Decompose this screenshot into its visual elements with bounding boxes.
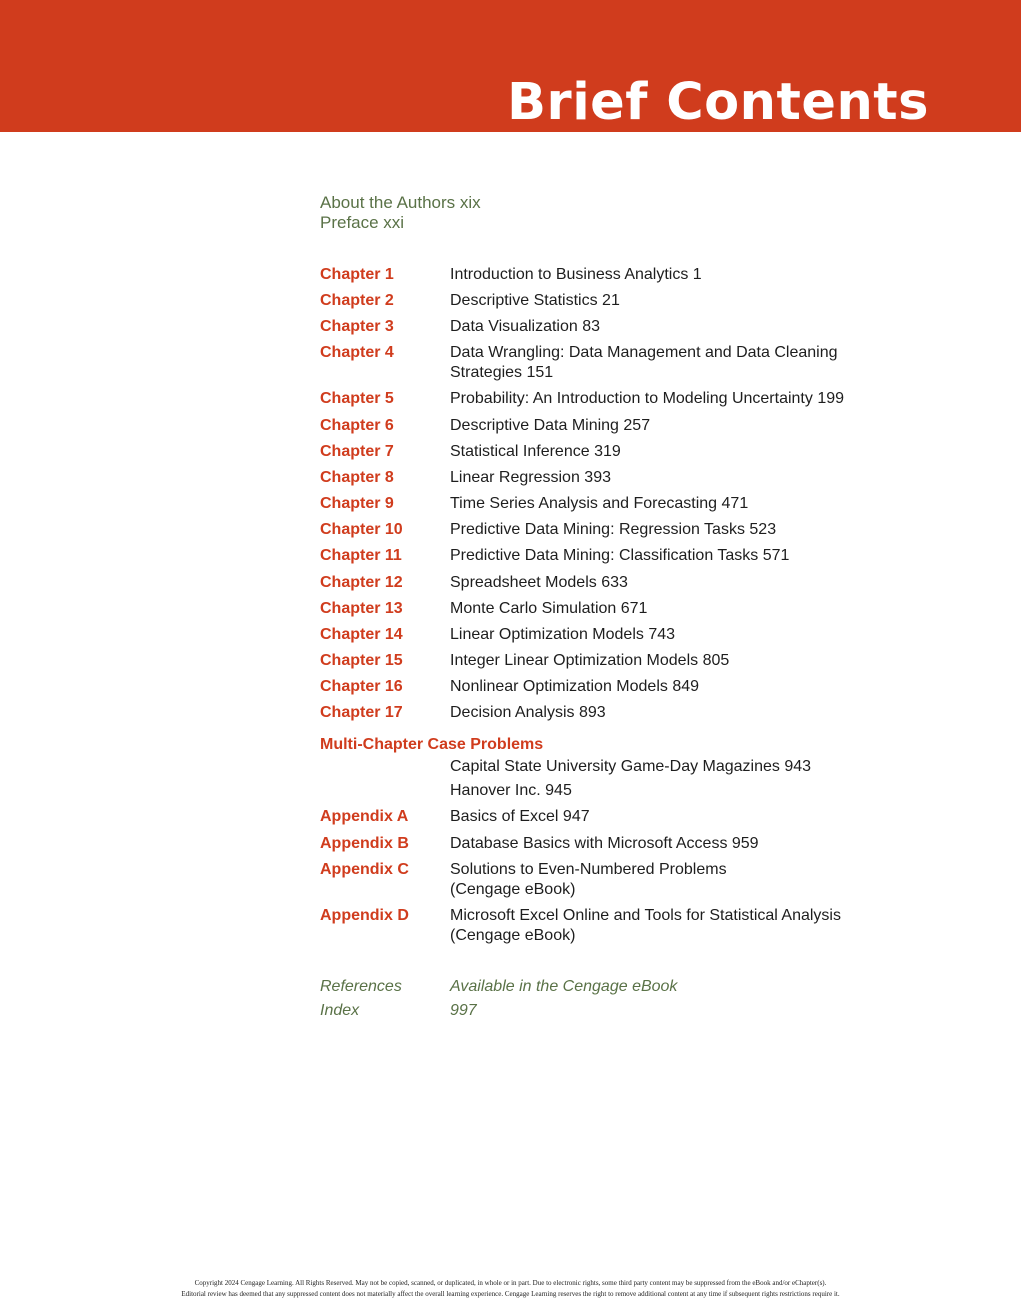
chapter-label: Chapter 1 xyxy=(320,266,394,283)
back-matter-value: 997 xyxy=(450,1002,477,1019)
appendix-label: Appendix A xyxy=(320,808,409,825)
chapter-label: Chapter 15 xyxy=(320,652,403,669)
chapter-label: Chapter 6 xyxy=(320,417,394,434)
chapter-title: Descriptive Data Mining 257 xyxy=(450,417,651,434)
chapter-label: Chapter 7 xyxy=(320,443,394,460)
case-problem-item[interactable]: Capital State University Game-Day Magazines 943 xyxy=(450,758,812,775)
front-matter-item-authors[interactable]: About the Authors xix xyxy=(320,193,481,212)
chapter-label: Chapter 11 xyxy=(320,547,402,564)
chapter-label: Chapter 2 xyxy=(320,292,394,309)
chapter-title: Statistical Inference 319 xyxy=(450,443,621,460)
chapter-label: Chapter 12 xyxy=(320,574,403,591)
chapter-title: Decision Analysis 893 xyxy=(450,704,606,721)
back-matter-label: Index xyxy=(320,1002,360,1019)
chapter-title: Monte Carlo Simulation 671 xyxy=(450,600,648,617)
chapter-title: Linear Regression 393 xyxy=(450,469,611,486)
chapter-label: Chapter 9 xyxy=(320,495,394,512)
chapter-title: Predictive Data Mining: Regression Tasks 523 xyxy=(450,521,777,538)
chapter-label: Chapter 14 xyxy=(320,626,403,643)
front-matter-item-preface[interactable]: Preface xxi xyxy=(320,213,405,232)
copyright-line-1: Copyright 2024 Cengage Learning. All Rights Reserved. May not be copied, scanned, or duplicated, in whole or in part. Due to electronic rights, some third party content may be suppressed from the eBook and/or eChapter(s). xyxy=(194,1279,827,1287)
appendix-label: Appendix B xyxy=(320,835,409,852)
chapter-label: Chapter 17 xyxy=(320,704,403,721)
chapter-title: Spreadsheet Models 633 xyxy=(450,574,628,591)
appendix-label: Appendix D xyxy=(320,907,409,924)
back-matter-value: Available in the Cengage eBook xyxy=(450,978,678,995)
case-problem-item[interactable]: Hanover Inc. 945 xyxy=(450,782,572,799)
appendix-title: Basics of Excel 947 xyxy=(450,808,590,825)
front-matter xyxy=(320,193,481,233)
chapter-label: Chapter 3 xyxy=(320,318,394,335)
chapter-label: Chapter 16 xyxy=(320,678,403,695)
chapter-title: Time Series Analysis and Forecasting 471 xyxy=(450,495,749,512)
appendix-title: Solutions to Even-Numbered Problems (Cengage eBook) xyxy=(450,861,727,898)
chapter-title: Nonlinear Optimization Models 849 xyxy=(450,678,700,695)
chapter-title: Predictive Data Mining: Classification Tasks 571 xyxy=(450,547,790,564)
appendix-title: Database Basics with Microsoft Access 959 xyxy=(450,835,759,852)
chapter-title: Probability: An Introduction to Modeling Uncertainty 199 xyxy=(450,390,845,407)
chapter-label: Chapter 10 xyxy=(320,521,403,538)
chapter-title: Data Wrangling: Data Management and Data Cleaning Strategies 151 xyxy=(450,344,838,381)
copyright-footer xyxy=(0,1278,1021,1300)
back-matter-label: References xyxy=(320,978,402,995)
chapter-label: Chapter 13 xyxy=(320,600,403,617)
chapter-title: Integer Linear Optimization Models 805 xyxy=(450,652,730,669)
chapter-title: Descriptive Statistics 21 xyxy=(450,292,620,309)
appendix-title: Microsoft Excel Online and Tools for Statistical Analysis (Cengage eBook) xyxy=(450,907,841,944)
chapter-title: Data Visualization 83 xyxy=(450,318,601,335)
page-title: Brief Contents xyxy=(507,73,929,132)
chapter-title: Linear Optimization Models 743 xyxy=(450,626,676,643)
chapter-title: Introduction to Business Analytics 1 xyxy=(450,266,702,283)
case-problems-heading: Multi-Chapter Case Problems xyxy=(320,736,544,753)
copyright-line-2: Editorial review has deemed that any suppressed content does not materially affect the overall learning experience. Cengage Learning reserves the right to remove additional content at any time if subsequent rights restrictions require it. xyxy=(181,1290,840,1298)
chapter-label: Chapter 5 xyxy=(320,390,394,407)
chapter-label: Chapter 8 xyxy=(320,469,394,486)
chapter-label: Chapter 4 xyxy=(320,344,394,361)
appendix-label: Appendix C xyxy=(320,861,409,878)
